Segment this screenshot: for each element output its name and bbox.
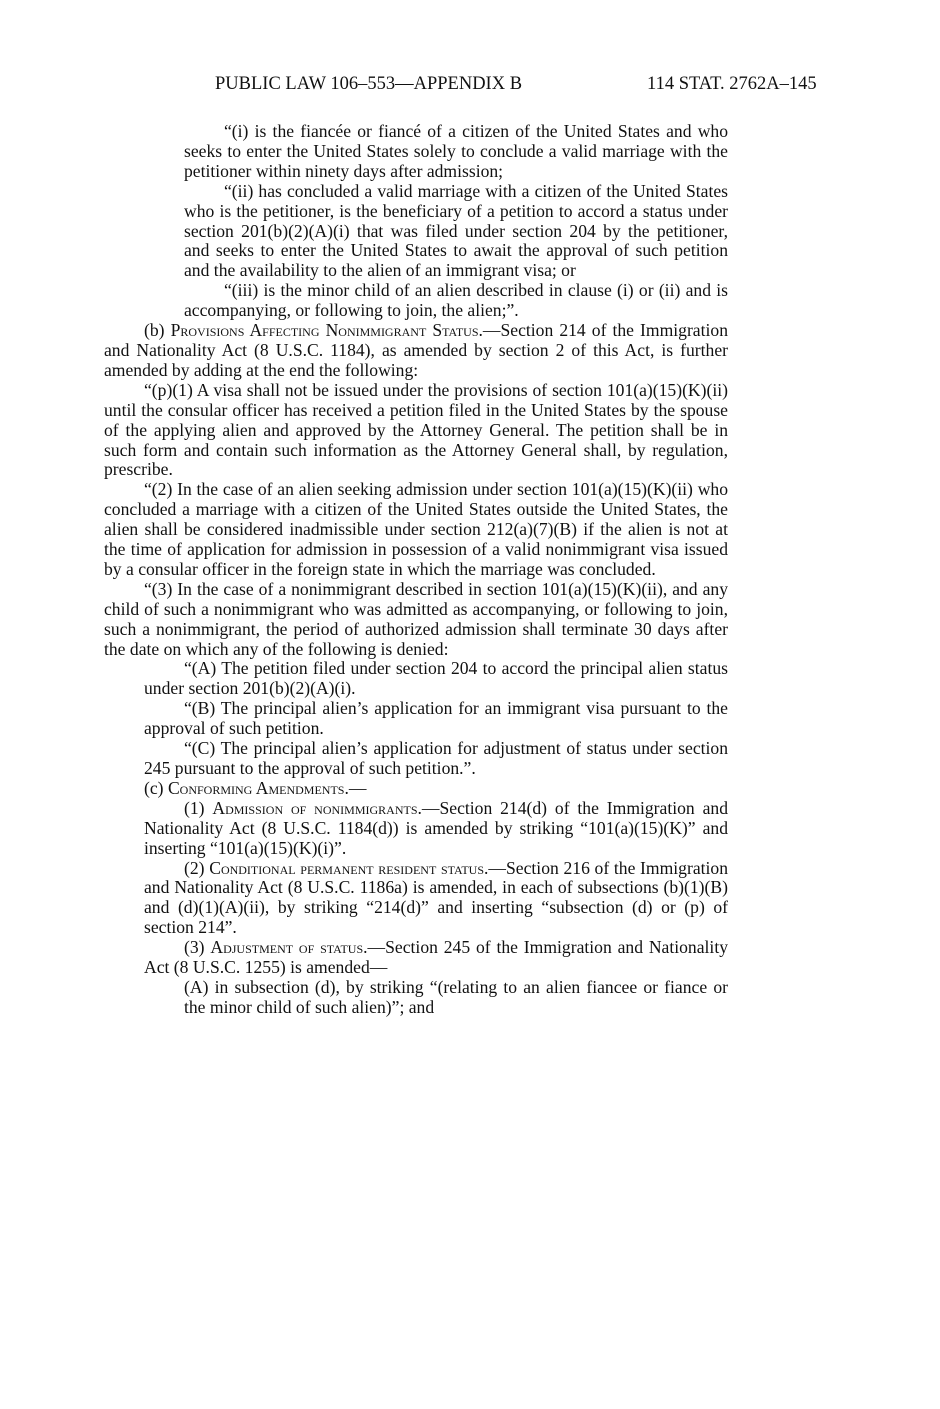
paragraph-3	[104, 938, 728, 978]
subsection-c	[104, 779, 728, 799]
paragraph-1-heading: Admission of nonimmigrants.	[212, 797, 422, 818]
clause-iii: “(iii) is the minor child of an alien described in clause (i) or (ii) and is accompanying, or following to join, the alien;”.	[184, 280, 728, 321]
amendment-p2: “(2) In the case of an alien seeking admission under section 101(a)(15)(K)(ii) who concluded a marriage with a citizen of the United States outside the United States, the alien shall be considered inadmissible under section 212(a)(7)(B) if the alien is not at the time of application for admission in possession of a valid nonimmigrant visa issued by a consular officer in the foreign state in which the marriage was concluded.	[104, 479, 728, 579]
paragraph-2	[104, 859, 728, 939]
subsection-c-text: —	[348, 777, 367, 798]
subsection-b	[104, 321, 728, 381]
amendment-subpara-c: “(C) The principal alien’s application for adjustment of status under section 245 pursuant to the approval of such petition.”.	[144, 738, 728, 778]
subsection-c-label: (c)	[144, 777, 164, 798]
subsection-b-text: —Section 214 of the Immigration and Nationality Act (8 U.S.C. 1184), as amended by section 2 of this Act, is further amended by adding at the end the following:	[104, 320, 728, 380]
body-text	[104, 122, 728, 1018]
running-head-title: PUBLIC LAW 106–553—APPENDIX B	[215, 74, 523, 94]
subsection-b-heading: Provisions Affecting Nonimmigrant Status.	[170, 320, 483, 341]
paragraph-1	[104, 799, 728, 859]
paragraph-2-label: (2)	[184, 857, 205, 878]
amendment-subpara-b: “(B) The principal alien’s application for an immigrant visa pursuant to the approval of such petition.	[144, 698, 728, 739]
paragraph-2-text: —Section 216 of the Immigration and Nationality Act (8 U.S.C. 1186a) is amended, in each of subsections (b)(1)(B) and (d)(1)(A)(ii), by striking “214(d)” and inserting “subsection (d) or (p) of section 214”.	[144, 857, 729, 938]
clause-i: “(i) is the fiancée or fiancé of a citizen of the United States and who seeks to enter the United States solely to conclude a valid marriage with the petitioner within ninety days after admission;	[184, 121, 728, 181]
subparagraph-a: (A) in subsection (d), by striking “(relating to an alien fiancee or fiance or the minor child of such alien)”; and	[184, 976, 728, 1017]
statute-page-reference: 114 STAT. 2762A–145	[647, 74, 817, 94]
paragraph-1-text: —Section 214(d) of the Immigration and Nationality Act (8 U.S.C. 1184(d)) is amended by striking “101(a)(15)(K)” and inserting “101(a)(15)(K)(i)”.	[144, 797, 728, 858]
paragraph-3-heading: Adjustment of status.	[210, 937, 368, 958]
subsection-c-heading: Conforming Amendments.	[167, 777, 349, 798]
amendment-p1: “(p)(1) A visa shall not be issued under the provisions of section 101(a)(15)(K)(ii) until the consular officer has received a petition filed in the United States by the spouse of the applying alien and approved by the Attorney General. The petition shall be in such form and contain such information as the Attorney General shall, by regulation, prescribe.	[104, 379, 728, 480]
clause-ii: “(ii) has concluded a valid marriage with a citizen of the United States who is the petitioner, is the beneficiary of a petition to accord a status under section 201(b)(2)(A)(i) that was filed under section 204 by the petitioner, and seeks to enter the United States to await the approval of such petition and the availability to the alien of an immigrant visa; or	[184, 180, 728, 281]
paragraph-2-heading: Conditional permanent resident status.	[209, 857, 489, 878]
paragraph-3-text: —Section 245 of the Immigration and Nationality Act (8 U.S.C. 1255) is amended—	[144, 937, 728, 978]
amendment-p3: “(3) In the case of a nonimmigrant described in section 101(a)(15)(K)(ii), and any child of such a nonimmigrant who was admitted as accompanying, or following to join, such a nonimmigrant, the period of authorized admission shall terminate 30 days after the date on which any of the following is denied:	[104, 578, 728, 659]
amendment-subpara-a: “(A) The petition filed under section 204 to accord the principal alien status under section 201(b)(2)(A)(i).	[144, 658, 728, 699]
subsection-b-label: (b)	[144, 320, 165, 341]
paragraph-1-label: (1)	[184, 797, 205, 818]
paragraph-3-label: (3)	[184, 937, 205, 958]
